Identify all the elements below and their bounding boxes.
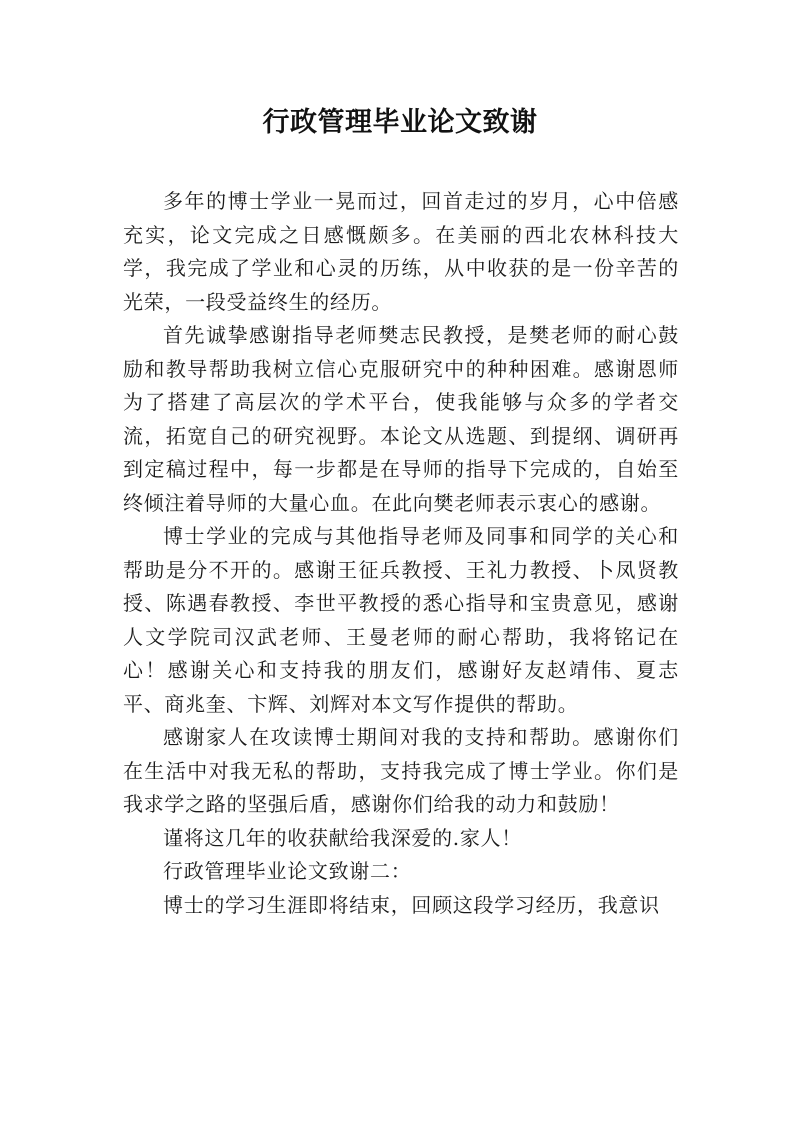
paragraph-2: 首先诚挚感谢指导老师樊志民教授，是樊老师的耐心鼓励和教导帮助我树立信心克服研究中的种种困难。感谢恩师为了搭建了高层次的学术平台，使我能够与众多的学者交流，拓宽自己的研究视野。本论文从选题、到提纲、调研再到定稿过程中，每一步都是在导师的指导下完成的，自始至终倾注着导师的大量心血。在此向樊老师表示衷心的感谢。 [123, 323, 679, 515]
paragraph-1: 多年的博士学业一晃而过，回首走过的岁月，心中倍感充实，论文完成之日感慨颇多。在美丽的西北农林科技大学，我完成了学业和心灵的历练，从中收获的是一份辛苦的光荣，一段受益终生的经历。 [123, 189, 679, 314]
paragraph-5: 谨将这几年的收获献给我深爱的.家人！ [163, 825, 522, 850]
paragraph-6: 博士的学习生涯即将结束，回顾这段学习经历，我意识 [163, 892, 660, 917]
section-heading-2: 行政管理毕业论文致谢二： [163, 859, 412, 883]
paragraph-3: 博士学业的完成与其他指导老师及同事和同学的关心和帮助是分不开的。感谢王征兵教授、王礼力教授、卜凤贤教授、陈遇春教授、李世平教授的悉心指导和宝贵意见，感谢人文学院司汉武老师、王曼老师的耐心帮助，我将铭记在心！感谢关心和支持我的朋友们，感谢好友赵靖伟、夏志平、商兆奎、卞辉、刘辉对本文写作提供的帮助。 [123, 524, 679, 716]
document-body [123, 185, 679, 922]
document-title: 行政管理毕业论文致谢 [262, 107, 538, 138]
paragraph-4: 感谢家人在攻读博士期间对我的支持和帮助。感谢你们在生活中对我无私的帮助，支持我完成了博士学业。你们是我求学之路的坚强后盾，感谢你们给我的动力和鼓励！ [123, 725, 679, 816]
